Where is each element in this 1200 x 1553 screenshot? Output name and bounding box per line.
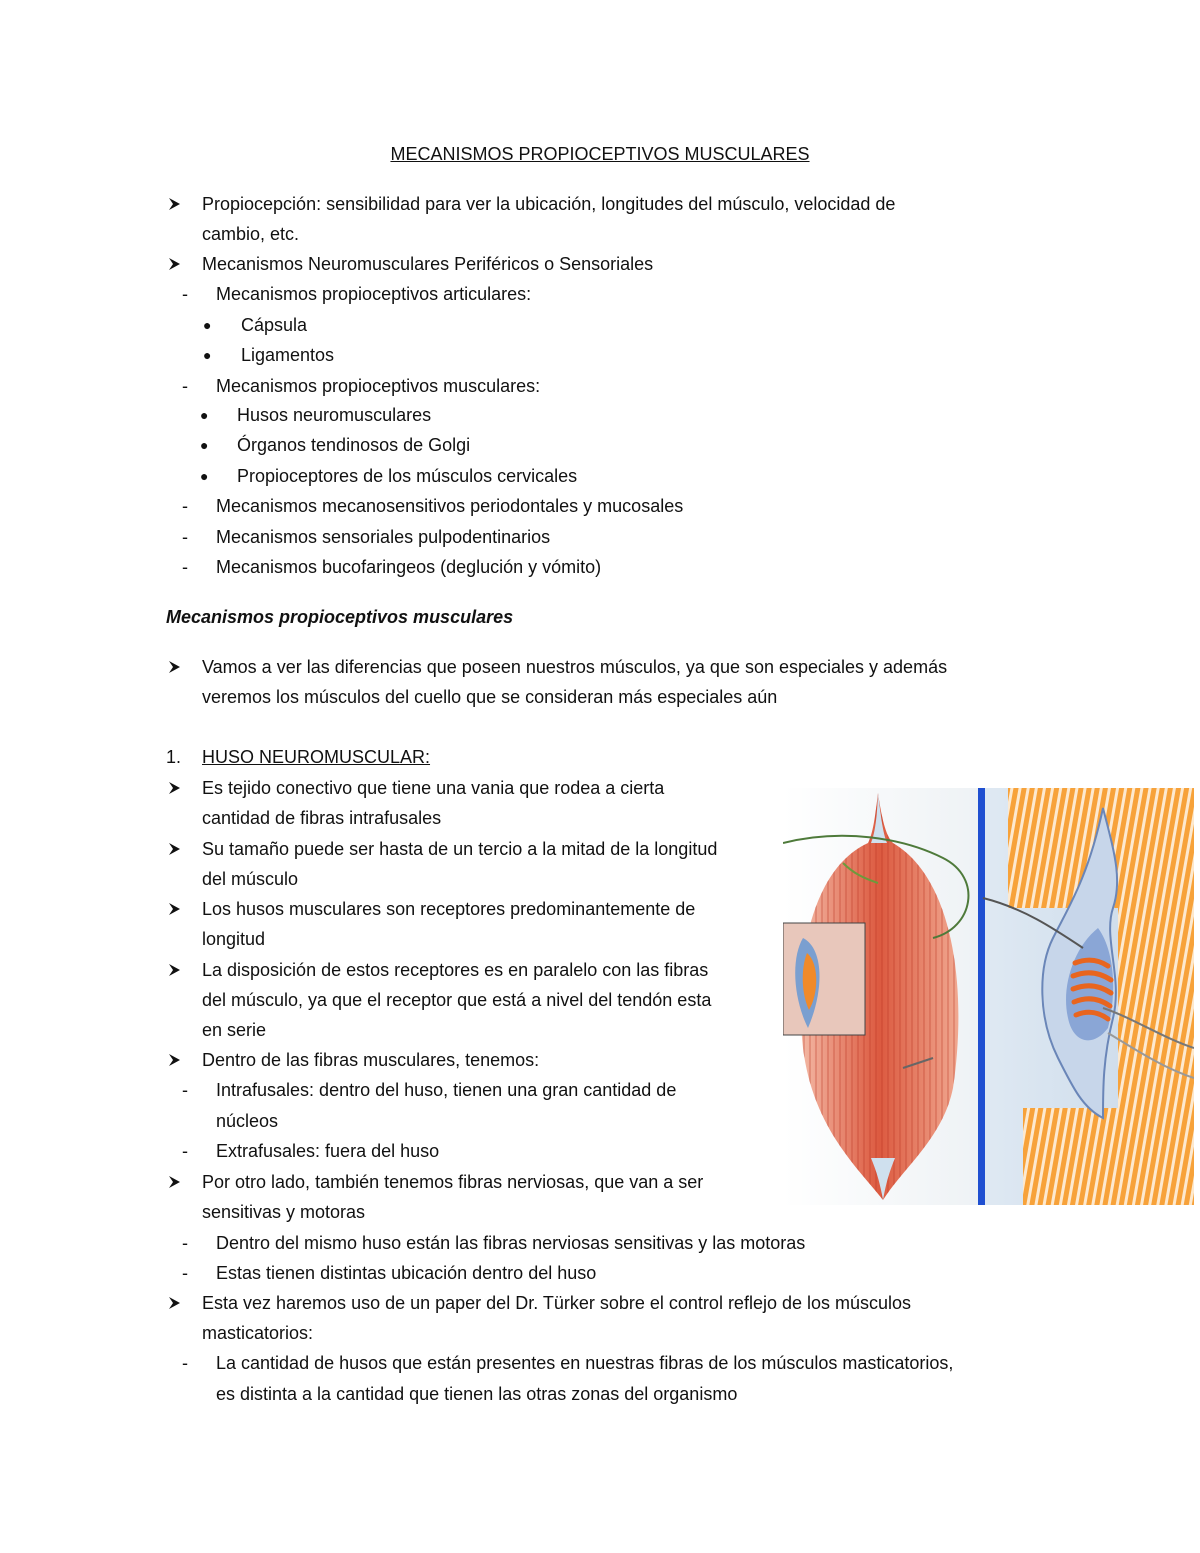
propiocepcion-text-cont: cambio, etc. [202,224,300,244]
arrow-bullet-icon [166,1292,184,1314]
dash-bullet: - [182,1141,188,1161]
capsula-text: Cápsula [241,315,308,335]
arrow-bullet-icon [166,959,184,981]
articulares-text: Mecanismos propioceptivos articulares: [216,284,532,304]
bucofaringeos-text: Mecanismos bucofaringeos (deglución y vómito) [216,557,602,577]
dash-bullet: - [182,376,188,396]
huso-item-6-cont: sensitivas y motoras [202,1202,366,1222]
huso-item-2-cont: del músculo [202,869,299,889]
section-heading: Mecanismos propioceptivos musculares [166,607,514,627]
huso-item-7: Esta vez haremos uso de un paper del Dr. Türker sobre el control reflejo de los músculos [202,1293,912,1313]
dot-bullet: ● [203,347,212,363]
ligamentos-text: Ligamentos [241,345,335,365]
intrafusales-text: Intrafusales: dentro del huso, tienen una gran cantidad de [216,1080,677,1100]
mecanismos-text: Mecanismos Neuromusculares Periféricos o Sensoriales [202,254,654,274]
dash-bullet: - [182,1080,188,1100]
huso-item-3-cont: longitud [202,929,266,949]
arrow-bullet-icon [166,777,184,799]
organos-text: Órganos tendinosos de Golgi [237,435,471,455]
arrow-bullet-icon [166,1171,184,1193]
huso-item-1-cont: cantidad de fibras intrafusales [202,808,442,828]
propiocepcion-text: Propiocepción: sensibilidad para ver la ubicación, longitudes del músculo, velocidad de [202,194,896,214]
huso-item-1: Es tejido conectivo que tiene una vania que rodea a cierta [202,778,665,798]
arrow-bullet-icon [166,656,184,678]
huso-item-4: La disposición de estos receptores es en paralelo con las fibras [202,960,709,980]
muscle-spindle-drawing [783,788,1194,1205]
huso-item-6: Por otro lado, también tenemos fibras nerviosas, que van a ser [202,1172,704,1192]
dash-bullet: - [182,284,188,304]
page-title: MECANISMOS PROPIOCEPTIVOS MUSCULARES [390,144,810,164]
arrow-bullet-icon [166,253,184,275]
huso-item-3: Los husos musculares son receptores predominantemente de [202,899,696,919]
pulpodentinarios-text: Mecanismos sensoriales pulpodentinarios [216,527,551,547]
huso-item-4-cont: del músculo, ya que el receptor que está a nivel del tendón esta [202,990,712,1010]
dash-bullet: - [182,527,188,547]
section-paragraph-cont: veremos los músculos del cuello que se consideran más especiales aún [202,687,778,707]
section-paragraph: Vamos a ver las diferencias que poseen nuestros músculos, ya que son especiales y además [202,657,948,677]
arrow-bullet-icon [166,898,184,920]
dash-bullet: - [182,1233,188,1253]
huso-item-4-end: en serie [202,1020,267,1040]
periodontales-text: Mecanismos mecanosensitivos periodontales y mucosales [216,496,684,516]
dash-bullet: - [182,1263,188,1283]
arrow-bullet-icon [166,193,184,215]
cervicales-text: Propioceptores de los músculos cervicales [237,466,578,486]
masticatorios-text-cont: es distinta a la cantidad que tienen las otras zonas del organismo [216,1384,738,1404]
fibras-sensitivas-text: Dentro del mismo huso están las fibras nerviosas sensitivas y las motoras [216,1233,806,1253]
huso-item-2: Su tamaño puede ser hasta de un tercio a la mitad de la longitud [202,839,718,859]
ubicacion-text: Estas tienen distintas ubicación dentro del huso [216,1263,597,1283]
dot-bullet: ● [203,317,212,333]
huso-item-7-cont: masticatorios: [202,1323,314,1343]
dash-bullet: - [182,1353,188,1373]
dot-bullet: ● [200,407,209,423]
masticatorios-text: La cantidad de husos que están presentes en nuestras fibras de los músculos masticatorios, [216,1353,954,1373]
dot-bullet: ● [200,437,209,453]
dot-bullet: ● [200,468,209,484]
dash-bullet: - [182,557,188,577]
musculares-text: Mecanismos propioceptivos musculares: [216,376,541,396]
intrafusales-text-cont: núcleos [216,1111,279,1131]
arrow-bullet-icon [166,1049,184,1071]
muscle-spindle-illustration [783,788,1194,1205]
huso-item-5: Dentro de las fibras musculares, tenemos: [202,1050,540,1070]
arrow-bullet-icon [166,838,184,860]
huso-heading: HUSO NEUROMUSCULAR: [202,747,431,767]
husos-text: Husos neuromusculares [237,405,432,425]
extrafusales-text: Extrafusales: fuera del huso [216,1141,440,1161]
dash-bullet: - [182,496,188,516]
list-number: 1. [166,747,182,767]
